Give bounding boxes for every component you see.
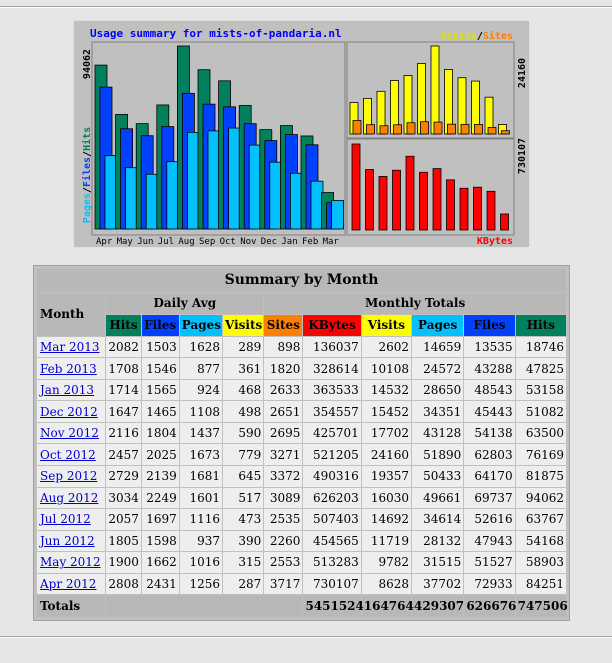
value-cell: 1820 <box>264 358 302 379</box>
month-link[interactable]: Dec 2012 <box>40 404 98 419</box>
daily-col-hits: Hits <box>106 315 140 336</box>
table-row <box>37 337 566 358</box>
value-cell: 468 <box>223 380 263 401</box>
month-cell <box>37 337 105 358</box>
value-cell: 72933 <box>464 574 514 595</box>
value-cell: 2082 <box>106 337 140 358</box>
value-cell: 1647 <box>106 401 140 422</box>
value-cell: 11719 <box>362 531 411 552</box>
table-body <box>37 337 566 595</box>
value-cell: 517 <box>223 488 263 509</box>
summary-table-frame <box>33 265 570 621</box>
value-cell: 390 <box>223 531 263 552</box>
value-cell: 2457 <box>106 444 140 465</box>
bar-sites-nov <box>448 124 456 134</box>
value-cell: 43128 <box>412 423 463 444</box>
value-cell: 1805 <box>106 531 140 552</box>
table-row <box>37 358 566 379</box>
value-cell: 328614 <box>303 358 360 379</box>
value-cell: 28132 <box>412 531 463 552</box>
bar-sites-feb <box>488 127 496 134</box>
value-cell: 1628 <box>180 337 222 358</box>
value-cell: 361 <box>223 358 263 379</box>
summary-by-month-table <box>36 268 567 618</box>
x-label-jun: Jun <box>137 237 154 247</box>
bar-sites-oct <box>434 122 442 134</box>
totals-kbytes: 5451524 <box>303 595 360 617</box>
value-cell: 924 <box>180 380 222 401</box>
month-link[interactable]: Feb 2013 <box>40 361 97 376</box>
bar-pages-apr <box>105 156 117 229</box>
bar-sites-may <box>367 125 375 134</box>
value-cell: 49661 <box>412 488 463 509</box>
value-cell: 590 <box>223 423 263 444</box>
left-axis-slash-1: / <box>82 187 93 194</box>
value-cell: 14532 <box>362 380 411 401</box>
value-cell: 28650 <box>412 380 463 401</box>
value-cell: 937 <box>180 531 222 552</box>
value-cell: 47825 <box>516 358 566 379</box>
legend-sites: Sites <box>482 31 513 42</box>
value-cell: 1565 <box>142 380 179 401</box>
x-label-apr: Apr <box>96 237 113 247</box>
daily-col-visits: Visits <box>223 315 263 336</box>
x-label-mar: Mar <box>322 237 339 247</box>
month-link[interactable]: Mar 2013 <box>40 340 100 354</box>
month-cell <box>37 574 105 595</box>
value-cell: 1116 <box>180 509 222 530</box>
value-cell: 51527 <box>464 552 514 573</box>
value-cell: 1900 <box>106 552 140 573</box>
value-cell: 2116 <box>106 423 140 444</box>
month-cell <box>37 444 105 465</box>
value-cell: 1681 <box>180 466 222 487</box>
month-link[interactable]: Oct 2012 <box>40 447 96 462</box>
daily-avg-header: Daily Avg <box>106 293 263 315</box>
x-label-jul: Jul <box>157 237 175 247</box>
value-cell: 10108 <box>362 358 411 379</box>
value-cell: 16030 <box>362 488 411 509</box>
value-cell: 51890 <box>412 444 463 465</box>
monthly-col-sites: Sites <box>264 315 302 336</box>
bar-visits-oct <box>431 46 439 134</box>
bar-kbytes-mar <box>501 214 509 230</box>
table-row <box>37 509 566 530</box>
month-cell <box>37 466 105 487</box>
value-cell: 1546 <box>142 358 179 379</box>
bar-pages-jun <box>146 174 158 229</box>
bar-kbytes-jun <box>379 176 387 230</box>
monthly-col-files: Files <box>464 315 514 336</box>
x-label-sep: Sep <box>199 237 216 247</box>
top-right-legend <box>441 30 513 42</box>
bar-kbytes-dec <box>460 188 468 230</box>
bar-sites-jan <box>475 124 483 134</box>
x-label-dec: Dec <box>260 237 278 247</box>
table-row <box>37 574 566 595</box>
x-label-jan: Jan <box>281 237 298 247</box>
bar-kbytes-nov <box>447 180 455 230</box>
table-row <box>37 552 566 573</box>
value-cell: 69737 <box>464 488 514 509</box>
left-axis-files: Files <box>82 156 93 188</box>
month-link[interactable]: Sep 2012 <box>40 469 98 484</box>
value-cell: 473 <box>223 509 263 530</box>
month-link[interactable]: Aug 2012 <box>40 490 99 505</box>
left-max-label: 94062 <box>82 48 93 80</box>
value-cell: 54138 <box>464 423 514 444</box>
table-row <box>37 423 566 444</box>
bar-sites-jun <box>380 126 388 134</box>
value-cell: 63500 <box>516 423 566 444</box>
value-cell: 62803 <box>464 444 514 465</box>
value-cell: 626203 <box>303 488 360 509</box>
monthly-col-pages: Pages <box>412 315 463 336</box>
totals-row <box>37 595 566 617</box>
totals-visits: 164764 <box>362 595 411 617</box>
value-cell: 898 <box>264 337 302 358</box>
value-cell: 53158 <box>516 380 566 401</box>
month-link[interactable]: May 2012 <box>40 555 101 570</box>
totals-label: Totals <box>37 595 105 617</box>
value-cell: 52616 <box>464 509 514 530</box>
left-axis-pages: Pages <box>82 193 93 224</box>
bottom-divider <box>0 636 612 638</box>
month-cell <box>37 531 105 552</box>
value-cell: 3372 <box>264 466 302 487</box>
column-header-row <box>37 315 566 336</box>
value-cell: 779 <box>223 444 263 465</box>
value-cell: 1673 <box>180 444 222 465</box>
bar-sites-apr <box>353 120 361 134</box>
value-cell: 13535 <box>464 337 514 358</box>
table-row <box>37 380 566 401</box>
value-cell: 1662 <box>142 552 179 573</box>
value-cell: 2260 <box>264 531 302 552</box>
value-cell: 54168 <box>516 531 566 552</box>
value-cell: 513283 <box>303 552 360 573</box>
bar-kbytes-may <box>366 170 374 230</box>
x-label-nov: Nov <box>240 237 257 247</box>
value-cell: 490316 <box>303 466 360 487</box>
value-cell: 425701 <box>303 423 360 444</box>
value-cell: 1708 <box>106 358 140 379</box>
value-cell: 1256 <box>180 574 222 595</box>
bar-kbytes-apr <box>352 144 360 230</box>
value-cell: 81875 <box>516 466 566 487</box>
x-label-may: May <box>116 237 133 247</box>
value-cell: 1503 <box>142 337 179 358</box>
value-cell: 8628 <box>362 574 411 595</box>
legend-slash: / <box>476 31 483 42</box>
value-cell: 136037 <box>303 337 360 358</box>
usage-chart <box>73 20 530 248</box>
bar-pages-jul <box>167 162 179 229</box>
value-cell: 58903 <box>516 552 566 573</box>
bottom-right-max-label: 730107 <box>517 137 528 175</box>
value-cell: 24572 <box>412 358 463 379</box>
value-cell: 3717 <box>264 574 302 595</box>
value-cell: 2057 <box>106 509 140 530</box>
bar-pages-sep <box>208 131 220 229</box>
value-cell: 315 <box>223 552 263 573</box>
value-cell: 76169 <box>516 444 566 465</box>
value-cell: 19357 <box>362 466 411 487</box>
daily-col-files: Files <box>142 315 179 336</box>
legend-visits: Visits <box>440 31 477 42</box>
value-cell: 50433 <box>412 466 463 487</box>
bar-kbytes-feb <box>487 191 495 230</box>
month-cell <box>37 358 105 379</box>
value-cell: 64170 <box>464 466 514 487</box>
month-link[interactable]: Jun 2012 <box>40 533 95 548</box>
value-cell: 1598 <box>142 531 179 552</box>
month-cell <box>37 423 105 444</box>
value-cell: 730107 <box>303 574 360 595</box>
monthly-totals-header: Monthly Totals <box>264 293 566 315</box>
value-cell: 15452 <box>362 401 411 422</box>
chart-title: Usage summary for mists-of-pandaria.nl <box>90 27 342 40</box>
value-cell: 2729 <box>106 466 140 487</box>
table-title: Summary by Month <box>37 269 566 292</box>
totals-files: 626676 <box>464 595 514 617</box>
x-label-oct: Oct <box>219 237 236 247</box>
bar-kbytes-jan <box>474 187 482 230</box>
value-cell: 2535 <box>264 509 302 530</box>
value-cell: 51082 <box>516 401 566 422</box>
value-cell: 2139 <box>142 466 179 487</box>
value-cell: 2695 <box>264 423 302 444</box>
bar-pages-mar <box>332 200 344 229</box>
month-cell <box>37 401 105 422</box>
value-cell: 94062 <box>516 488 566 509</box>
value-cell: 2249 <box>142 488 179 509</box>
top-right-max-label: 24160 <box>517 57 528 89</box>
value-cell: 9782 <box>362 552 411 573</box>
value-cell: 3089 <box>264 488 302 509</box>
value-cell: 2651 <box>264 401 302 422</box>
value-cell: 521205 <box>303 444 360 465</box>
value-cell: 37702 <box>412 574 463 595</box>
value-cell: 1804 <box>142 423 179 444</box>
month-header: Month <box>37 293 105 336</box>
x-label-aug: Aug <box>178 237 195 247</box>
value-cell: 3271 <box>264 444 302 465</box>
bar-kbytes-oct <box>433 169 441 230</box>
bar-sites-dec <box>461 124 469 134</box>
bar-sites-aug <box>407 123 415 134</box>
value-cell: 3034 <box>106 488 140 509</box>
value-cell: 34614 <box>412 509 463 530</box>
value-cell: 2602 <box>362 337 411 358</box>
value-cell: 14659 <box>412 337 463 358</box>
x-label-feb: Feb <box>302 237 319 247</box>
value-cell: 1601 <box>180 488 222 509</box>
bar-pages-aug <box>187 132 199 229</box>
value-cell: 454565 <box>303 531 360 552</box>
value-cell: 43288 <box>464 358 514 379</box>
month-cell <box>37 552 105 573</box>
table-row <box>37 488 566 509</box>
value-cell: 84251 <box>516 574 566 595</box>
value-cell: 1437 <box>180 423 222 444</box>
value-cell: 2025 <box>142 444 179 465</box>
value-cell: 63767 <box>516 509 566 530</box>
value-cell: 1108 <box>180 401 222 422</box>
value-cell: 354557 <box>303 401 360 422</box>
value-cell: 2553 <box>264 552 302 573</box>
value-cell: 287 <box>223 574 263 595</box>
table-row <box>37 401 566 422</box>
left-axis-slash-2: / <box>82 150 93 157</box>
value-cell: 34351 <box>412 401 463 422</box>
totals-spacer <box>106 595 302 617</box>
value-cell: 877 <box>180 358 222 379</box>
month-cell <box>37 380 105 401</box>
value-cell: 45443 <box>464 401 514 422</box>
monthly-col-hits: Hits <box>516 315 566 336</box>
value-cell: 18746 <box>516 337 566 358</box>
bar-sites-sep <box>421 122 429 134</box>
left-axis-hits: Hits <box>82 126 93 151</box>
monthly-col-visits: Visits <box>362 315 411 336</box>
value-cell: 363533 <box>303 380 360 401</box>
value-cell: 1714 <box>106 380 140 401</box>
bar-kbytes-aug <box>406 156 414 230</box>
month-link[interactable]: Nov 2012 <box>40 426 99 441</box>
month-link[interactable]: Jul 2012 <box>40 512 91 527</box>
table-row <box>37 531 566 552</box>
value-cell: 24160 <box>362 444 411 465</box>
bar-kbytes-jul <box>393 170 401 230</box>
totals-pages: 429307 <box>412 595 463 617</box>
value-cell: 289 <box>223 337 263 358</box>
monthly-col-kbytes: KBytes <box>303 315 360 336</box>
value-cell: 47943 <box>464 531 514 552</box>
value-cell: 14692 <box>362 509 411 530</box>
value-cell: 645 <box>223 466 263 487</box>
value-cell: 48543 <box>464 380 514 401</box>
legend-kbytes: KBytes <box>476 236 513 247</box>
value-cell: 1697 <box>142 509 179 530</box>
month-link[interactable]: Apr 2012 <box>40 577 97 592</box>
table-row <box>37 444 566 465</box>
daily-col-pages: Pages <box>180 315 222 336</box>
month-cell <box>37 509 105 530</box>
value-cell: 2431 <box>142 574 179 595</box>
value-cell: 17702 <box>362 423 411 444</box>
month-link[interactable]: Jan 2013 <box>40 383 95 398</box>
value-cell: 507403 <box>303 509 360 530</box>
value-cell: 2808 <box>106 574 140 595</box>
value-cell: 2633 <box>264 380 302 401</box>
month-cell <box>37 488 105 509</box>
bar-sites-jul <box>394 125 402 134</box>
totals-hits: 747506 <box>516 595 566 617</box>
bar-sites-mar <box>502 131 510 134</box>
value-cell: 1465 <box>142 401 179 422</box>
top-divider <box>0 6 612 8</box>
bar-kbytes-sep <box>420 172 428 230</box>
value-cell: 498 <box>223 401 263 422</box>
table-row <box>37 466 566 487</box>
left-axis-label <box>81 127 93 223</box>
value-cell: 1016 <box>180 552 222 573</box>
value-cell: 31515 <box>412 552 463 573</box>
